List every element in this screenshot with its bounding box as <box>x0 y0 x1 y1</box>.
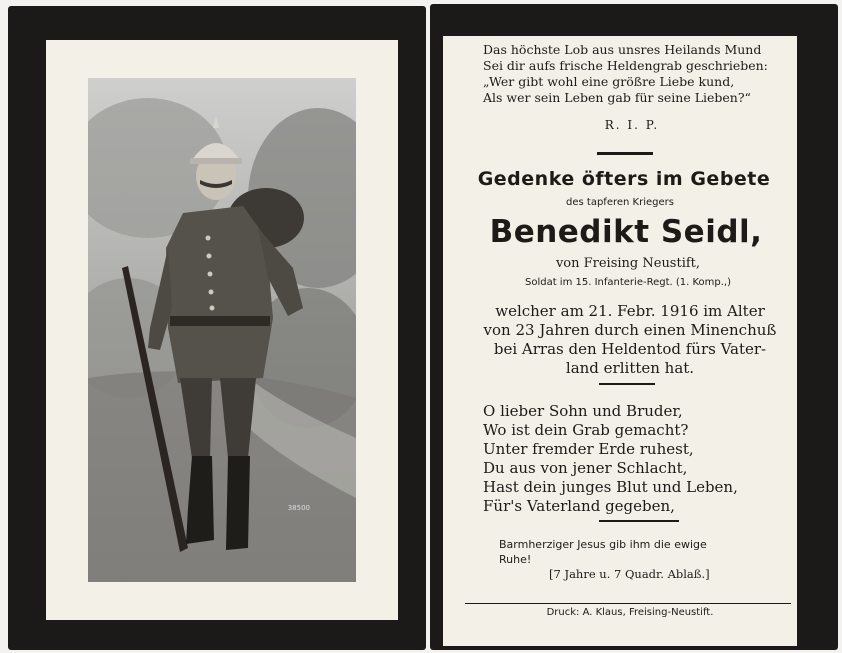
military-unit: Soldat im 15. Infanterie-Regt. (1. Komp.,) <box>524 277 732 288</box>
divider-rule <box>599 520 679 522</box>
subheading: des tapferen Kriegers <box>566 197 674 208</box>
memorial-verse <box>483 402 738 516</box>
poem-line: Das höchste Lob aus unsres Heilands Mund <box>483 42 762 57</box>
right-mourning-border <box>430 4 838 650</box>
footer-rule <box>465 603 791 604</box>
poem-line: „Wer gibt wohl eine größre Liebe kund, <box>483 74 735 89</box>
poem-line: Sei dir aufs frische Heldengrab geschrieben: <box>483 58 768 73</box>
verse-line: Du aus von jener Schlacht, <box>483 459 688 477</box>
notice-line: welcher am 21. Febr. 1916 im Alter <box>495 302 765 320</box>
photo-card <box>46 40 398 620</box>
deceased-name: Benedikt Seidl, <box>489 214 763 250</box>
opening-poem <box>483 42 768 106</box>
verse-line: O lieber Sohn und Bruder, <box>483 402 683 420</box>
memorial-heading: Gedenke öfters im Gebete <box>477 168 771 190</box>
printer-imprint: Druck: A. Klaus, Freising-Neustift. <box>546 607 714 618</box>
divider-rule <box>599 383 655 385</box>
verse-line: Für's Vaterland gegeben, <box>483 497 675 515</box>
verse-line: Unter fremder Erde ruhest, <box>483 440 694 458</box>
left-mourning-border <box>8 6 426 650</box>
soldier-portrait-image <box>88 78 356 582</box>
prayer-text <box>499 537 707 567</box>
photo-negative-number: 38500 <box>287 504 310 512</box>
notice-line: land erlitten hat. <box>565 359 695 377</box>
death-notice <box>465 302 795 378</box>
origin-line: von Freising Neustift, <box>555 256 701 271</box>
text-card <box>443 36 797 646</box>
indulgence-note: [7 Jahre u. 7 Quadr. Ablaß.] <box>549 567 710 581</box>
verse-line: Hast dein junges Blut und Leben, <box>483 478 738 496</box>
rip-text: R. I. P. <box>604 118 660 132</box>
notice-line: bei Arras den Heldentod fürs Vater- <box>493 340 767 358</box>
divider-rule <box>597 152 653 155</box>
verse-line: Wo ist dein Grab gemacht? <box>483 421 689 439</box>
prayer-line: Ruhe! <box>499 553 532 566</box>
soldier-photograph <box>88 78 356 582</box>
prayer-line: Barmherziger Jesus gib ihm die ewige <box>499 538 707 551</box>
poem-line: Als wer sein Leben gab für seine Lieben?“ <box>483 90 751 105</box>
notice-line: von 23 Jahren durch einen Minenchuß <box>483 321 777 339</box>
